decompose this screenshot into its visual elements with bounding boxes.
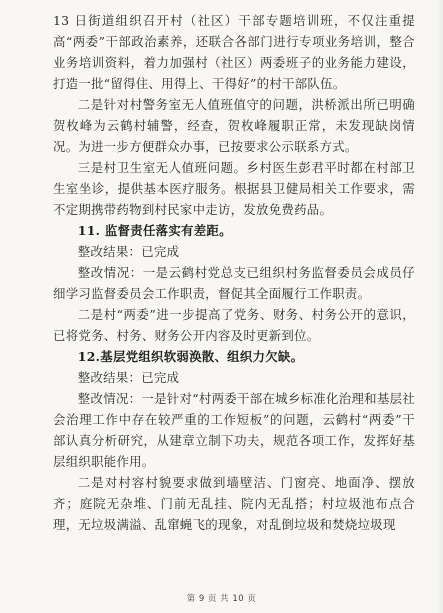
section-heading-11: 11. 监督责任落实有差距。 (77, 223, 232, 238)
paragraph-status-11: 整改情况：一是云鹤村党总支已组织村务监督委员会成员仔细学习监督委员会工作职责，督促其全面履行工作职责。 (53, 265, 415, 301)
paragraph-police-office: 二是针对村警务室无人值班值守的问题，洪桥派出所已明确贺枚峰为云鹤村辅警，经查，贺枚峰履职正常，未发现缺岗情况。为进一步方便群众办事，已按要求公示联系方式。 (53, 97, 415, 154)
paragraph-village-appearance: 二是对村容村貌要求做到墙壁洁、门窗亮、地面净、摆放齐；庭院无杂堆、门前无乱挂、院内无乱搭；村垃圾池布点合理，无垃圾满溢、乱窜蝇飞的现象，对乱倒垃圾和焚烧垃圾现 (53, 475, 415, 532)
page-edge-shadow (437, 0, 443, 613)
section-heading-12: 12.基层党组织软弱涣散、组织力欠缺。 (77, 349, 304, 364)
paragraph-continuation: 13 日街道组织召开村（社区）干部专题培训班，不仅注重提高“两委”干部政治素养，还联合各部门进行专项业务培训，整合业务培训资料，着力加强村（社区）两委班子的业务能力建设，打造一批“留得住、用得上、干得好”的村干部队伍。 (53, 13, 415, 91)
paragraph-health-clinic: 三是村卫生室无人值班问题。乡村医生彭君平时都在村部卫生室坐诊，提供基本医疗服务。根据县卫健局相关工作要求，需不定期携带药物到村民家中走访，发放免费药品。 (53, 160, 415, 217)
page-number-footer: 第 9 页 共 10 页 (186, 594, 257, 604)
paragraph-result-12: 整改结果：已完成 (77, 370, 180, 385)
paragraph-result-11: 整改结果：已完成 (77, 244, 180, 259)
document-body (53, 10, 415, 535)
paragraph-disclosure: 二是村“两委”进一步提高了党务、财务、村务公开的意识，已将党务、村务、财务公开内容及时更新到位。 (53, 307, 415, 343)
paragraph-status-12: 整改情况：一是针对“村两委干部在城乡标准化治理和基层社会治理工作中存在较严重的工作短板”的问题，云鹤村“两委”干部认真分析研究，从建章立制下功夫，规范各项工作，发挥好基层组织职能作用。 (53, 391, 415, 469)
